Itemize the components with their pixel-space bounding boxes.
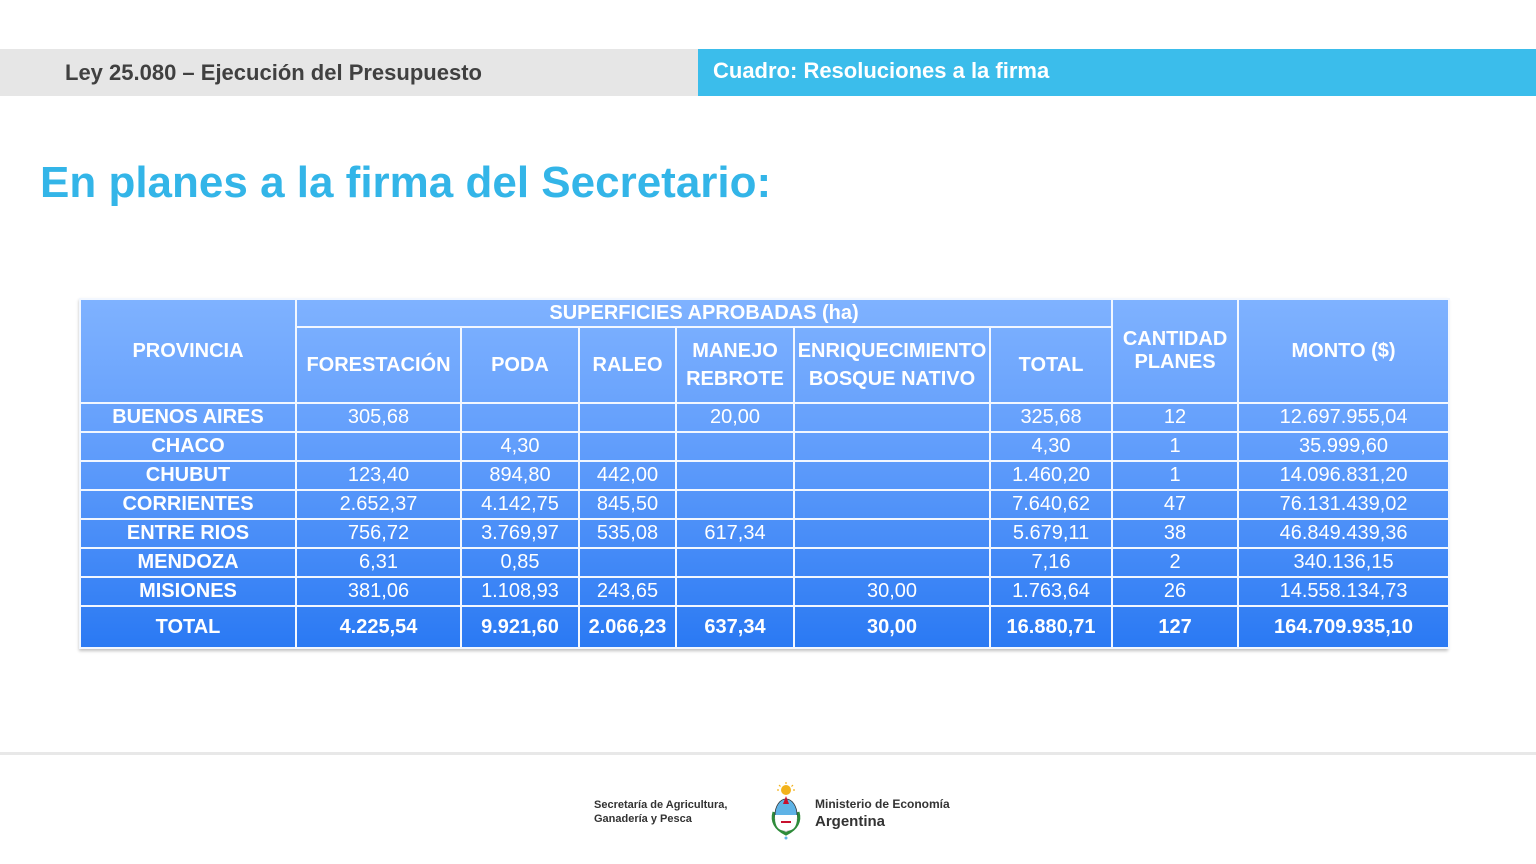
plans-table-container [79,298,1448,649]
cell-cantidad: 38 [1112,519,1238,548]
cell-monto: 14.558.134,73 [1238,577,1449,606]
country-name: Argentina [815,813,886,830]
table-row [80,403,1449,432]
cell-monto: 340.136,15 [1238,548,1449,577]
header-manejo [676,327,794,403]
cell-forestacion: 4.225,54 [296,606,461,648]
header-forestacion: FORESTACIÓN [296,327,461,403]
cell-total: 7,16 [990,548,1112,577]
cell-total: 1.763,64 [990,577,1112,606]
cell-enriquecimiento [794,432,990,461]
cell-manejo [676,490,794,519]
table-row [80,432,1449,461]
plans-table [79,298,1450,649]
cell-forestacion: 6,31 [296,548,461,577]
cell-forestacion: 305,68 [296,403,461,432]
cell-enriquecimiento: 30,00 [794,577,990,606]
cell-enriquecimiento [794,461,990,490]
cell-provincia: ENTRE RIOS [80,519,296,548]
cell-poda: 894,80 [461,461,579,490]
table-total-row [80,606,1449,648]
table-row [80,548,1449,577]
cell-provincia: TOTAL [80,606,296,648]
secretaria-line1: Secretaría de Agricultura, [594,799,728,811]
header-cantidad-line1: CANTIDAD [1122,328,1228,350]
cell-cantidad: 2 [1112,548,1238,577]
header-provincia: PROVINCIA [80,299,296,403]
cell-manejo: 20,00 [676,403,794,432]
cell-cantidad: 26 [1112,577,1238,606]
cell-forestacion: 381,06 [296,577,461,606]
cell-manejo: 637,34 [676,606,794,648]
cell-monto: 46.849.439,36 [1238,519,1449,548]
cell-monto: 164.709.935,10 [1238,606,1449,648]
cell-cantidad: 12 [1112,403,1238,432]
cell-total: 5.679,11 [990,519,1112,548]
cell-cantidad: 1 [1112,432,1238,461]
header-cantidad-line2: PLANES [1134,351,1216,373]
table-row [80,461,1449,490]
header-manejo-line1: MANEJO [692,340,778,362]
cell-enriquecimiento [794,403,990,432]
cell-raleo: 442,00 [579,461,676,490]
cell-provincia: CHACO [80,432,296,461]
page-title: En planes a la firma del Secretario: [40,158,772,207]
header-total: TOTAL [990,327,1112,403]
cell-raleo [579,548,676,577]
cell-poda: 0,85 [461,548,579,577]
cell-total: 4,30 [990,432,1112,461]
cell-provincia: MENDOZA [80,548,296,577]
header-enriquecimiento [794,327,990,403]
cell-raleo: 845,50 [579,490,676,519]
cell-cantidad: 47 [1112,490,1238,519]
cell-provincia: CORRIENTES [80,490,296,519]
cell-monto: 35.999,60 [1238,432,1449,461]
header-monto: MONTO ($) [1238,299,1449,403]
header-superficies: SUPERFICIES APROBADAS (ha) [296,299,1112,327]
cell-forestacion: 2.652,37 [296,490,461,519]
cell-monto: 12.697.955,04 [1238,403,1449,432]
cell-manejo [676,432,794,461]
cell-poda [461,403,579,432]
cell-total: 16.880,71 [990,606,1112,648]
cell-poda: 1.108,93 [461,577,579,606]
cell-raleo [579,432,676,461]
cell-raleo [579,403,676,432]
cell-forestacion: 756,72 [296,519,461,548]
cell-poda: 3.769,97 [461,519,579,548]
cell-total: 1.460,20 [990,461,1112,490]
cell-enriquecimiento [794,519,990,548]
coat-of-arms-icon [766,782,806,840]
table-row [80,577,1449,606]
cell-enriquecimiento [794,490,990,519]
cell-raleo: 535,08 [579,519,676,548]
cell-poda: 4.142,75 [461,490,579,519]
header-enriq-line1: ENRIQUECIMIENTO [797,340,987,362]
footer-divider [0,752,1536,755]
cell-poda: 9.921,60 [461,606,579,648]
cell-cantidad: 127 [1112,606,1238,648]
cell-monto: 14.096.831,20 [1238,461,1449,490]
cell-raleo: 2.066,23 [579,606,676,648]
cell-monto: 76.131.439,02 [1238,490,1449,519]
cell-enriquecimiento [794,548,990,577]
cell-raleo: 243,65 [579,577,676,606]
header-manejo-line2: REBROTE [686,368,784,390]
cell-manejo [676,461,794,490]
cell-total: 7.640,62 [990,490,1112,519]
header-cantidad [1112,299,1238,403]
section-title: Cuadro: Resoluciones a la firma [713,58,1050,83]
law-title: Ley 25.080 – Ejecución del Presupuesto [65,60,482,85]
cell-provincia: BUENOS AIRES [80,403,296,432]
cell-total: 325,68 [990,403,1112,432]
cell-cantidad: 1 [1112,461,1238,490]
cell-manejo: 617,34 [676,519,794,548]
header-enriq-line2: BOSQUE NATIVO [808,368,976,390]
header-left-bar [0,49,698,96]
secretaria-logo-text [594,798,727,826]
header-right-bar [698,49,1536,96]
cell-poda: 4,30 [461,432,579,461]
table-row [80,490,1449,519]
cell-forestacion: 123,40 [296,461,461,490]
cell-forestacion [296,432,461,461]
ministerio-name: Ministerio de Economía [815,797,950,811]
cell-manejo [676,548,794,577]
cell-enriquecimiento: 30,00 [794,606,990,648]
ministerio-logo-text [815,797,950,830]
secretaria-line2: Ganadería y Pesca [594,813,692,825]
cell-manejo [676,577,794,606]
cell-provincia: MISIONES [80,577,296,606]
header-poda: PODA [461,327,579,403]
header-raleo: RALEO [579,327,676,403]
cell-provincia: CHUBUT [80,461,296,490]
table-row [80,519,1449,548]
